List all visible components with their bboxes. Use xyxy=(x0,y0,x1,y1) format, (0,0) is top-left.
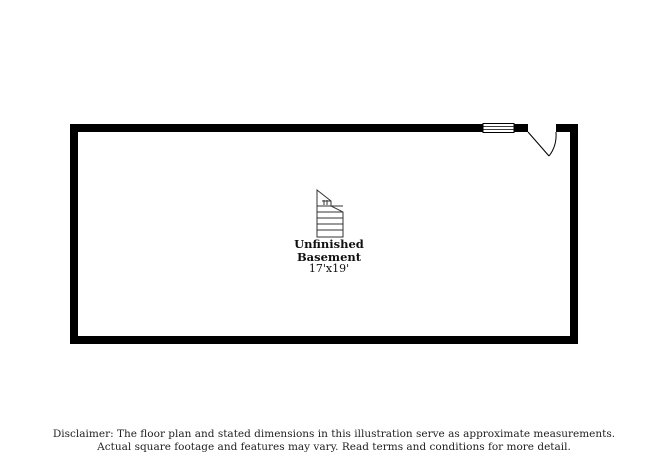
wall-top xyxy=(70,124,483,132)
wall-bottom xyxy=(70,336,578,344)
wall-top-segment xyxy=(514,124,528,132)
disclaimer-line1: Disclaimer: The floor plan and stated dimensions in this illustration serve as approximate measurements. xyxy=(52,428,616,440)
disclaimer xyxy=(0,428,650,453)
disclaimer-line2: Actual square footage and features may vary. Read terms and conditions for more detail. xyxy=(97,440,571,453)
wall-left xyxy=(70,124,78,344)
room-dimensions: 17'x19' xyxy=(308,262,350,275)
window-icon xyxy=(483,124,514,133)
room-name-line1: Unfinished xyxy=(294,237,364,251)
room-label xyxy=(229,238,429,276)
wall-right xyxy=(570,124,578,344)
door-swing-icon xyxy=(528,132,556,156)
stairs-icon xyxy=(317,190,343,237)
room-name-line2: Basement xyxy=(296,249,362,264)
